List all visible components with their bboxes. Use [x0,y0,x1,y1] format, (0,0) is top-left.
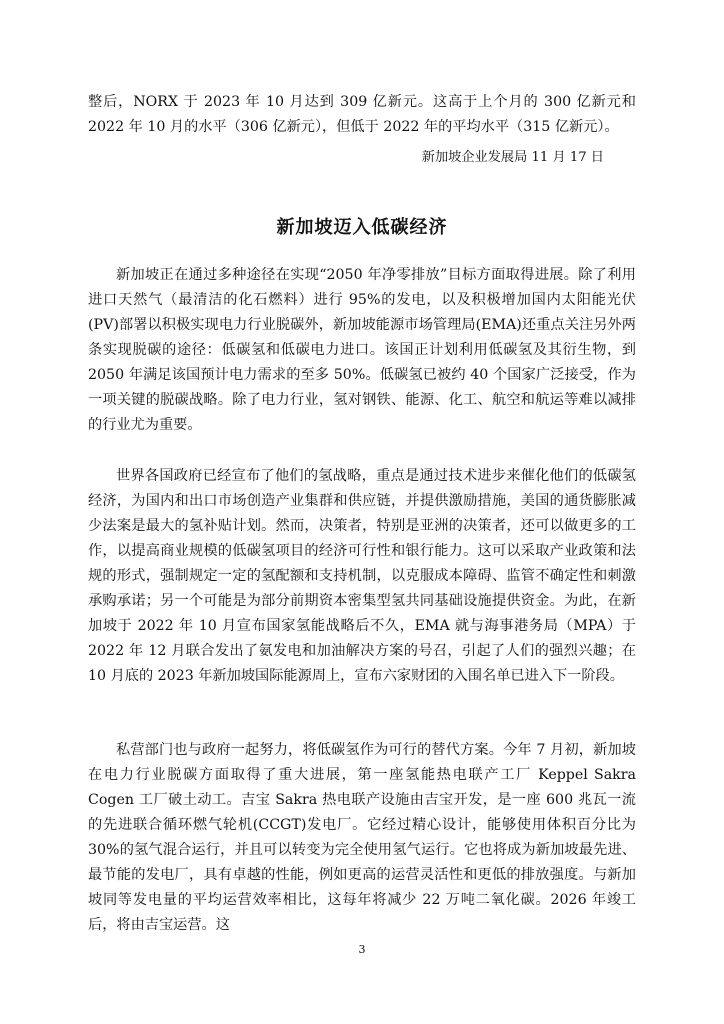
article-paragraph-3: 私营部门也与政府一起努力，将低碳氢作为可行的替代方案。今年 7 月初，新加坡在电力行业脱碳方面取得了重大进展，第一座氢能热电联产工厂 Keppel Sakra Cogen 工厂破土动工。吉宝 Sakra 热电联产设施由吉宝开发，是一座 600 兆瓦一流的先进联合循环燃气轮机(CCGT)发电厂。它经过精心设计，能够使用体积百分比为 30%的氢气混合运行，并且可以转变为完全使用氢气运行。它也将成为新加坡最先进、最节能的发电厂，具有卓越的性能，例如更高的运营灵活性和更低的排放强度。与新加坡同等发电量的平均运营效率相比，这每年将减少 22 万吨二氧化碳。2026 年竣工后，将由吉宝运营。这 [88,742,636,933]
article-title: 新加坡迈入低碳经济 [276,217,448,238]
article-paragraph-1: 新加坡正在通过多种途径在实现“2050 年净零排放”目标方面取得进展。除了利用进口天然气（最清洁的化石燃料）进行 95%的发电，以及积极增加国内太阳能光伏(PV)部署以积极实现电力行业脱碳外，新加坡能源市场管理局(EMA)还重点关注另外两条实现脱碳的途径：低碳氢和低碳电力进口。该国正计划利用低碳氢及其衍生物，到 2050 年满足该国预计电力需求的至多 50%。低碳氢已被约 40 个国家广泛接受，作为一项关键的脱碳战略。除了电力行业，氢对钢铁、能源、化工、航空和航运等难以减排的行业尤为重要。 [88,267,636,433]
article-paragraph-2: 世界各国政府已经宣布了他们的氢战略，重点是通过技术进步来催化他们的低碳氢经济，为国内和出口市场创造产业集群和供应链，并提供激励措施，美国的通货膨胀减少法案是最大的氢补贴计划。然而，决策者，特别是亚洲的决策者，还可以做更多的工作，以提高商业规模的低碳氢项目的经济可行性和银行能力。这可以采取产业政策和法规的形式，强制规定一定的氢配额和支持机制，以克服成本障碍、监管不确定性和刺激承购承诺；另一个可能是为部分前期资本密集型氢共同基础设施提供资金。为此，在新加坡于 2022 年 10 月宣布国家氢能战略后不久，EMA 就与海事港务局（MPA）于 2022 年 12 月联合发出了氨发电和加油解决方案的号召，引起了人们的强烈兴趣；在 10 月底的 2023 年新加坡国际能源周上，宣布六家财团的入围名单已进入下一阶段。 [88,468,636,684]
source-attribution: 新加坡企业发展局 11 月 17 日 [421,150,604,165]
continued-paragraph: 整后，NORX 于 2023 年 10 月达到 309 亿新元。这高于上个月的 300 亿新元和 2022 年 10 月的水平（306 亿新元），但低于 2022 年的平均水平（315 亿新元）。 [88,94,636,135]
page-number: 3 [358,943,366,956]
